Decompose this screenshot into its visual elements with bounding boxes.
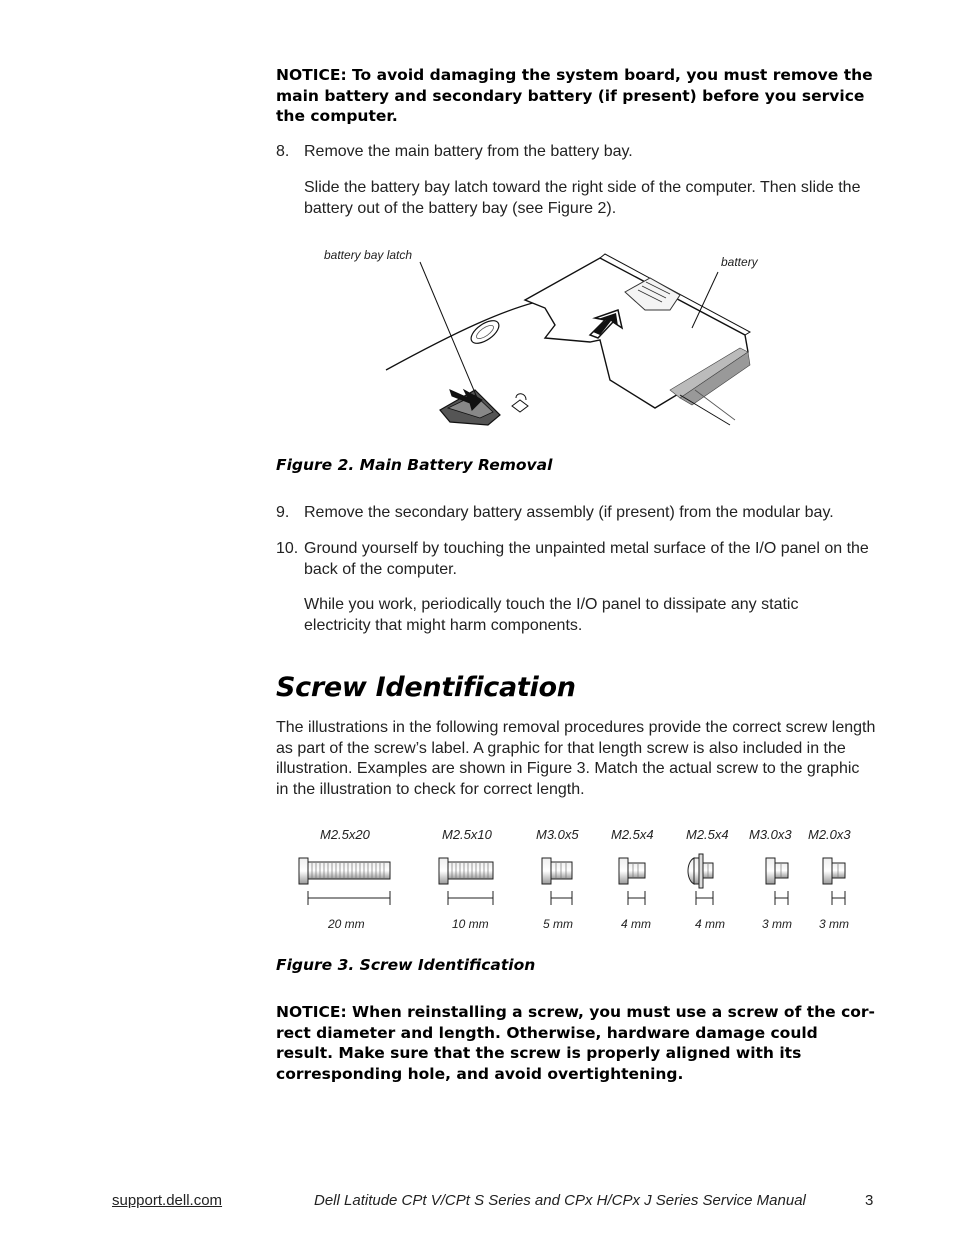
screw-m3-0x3 [766, 858, 788, 905]
screw-label: M3.0x3 [749, 827, 792, 842]
step-8 [276, 142, 886, 222]
step-number: 8. [276, 143, 290, 160]
callout-battery: battery [721, 255, 758, 269]
notice-top: NOTICE: To avoid damaging the system board, you must remove the main battery and secondary battery (if present) before you service the computer. [276, 66, 873, 125]
screw-length-label: 3 mm [762, 917, 792, 931]
screw-length-label: 5 mm [543, 917, 573, 931]
section-intro: The illustrations in the following removal procedures provide the correct screw length as part of the screw’s label. A graphic for that length screw is also included in the illustration. Examples are shown in Figure 3. Match the actual screw to the graphic in the illustration to check for correct length. [276, 719, 876, 798]
notice-bottom: NOTICE: When reinstalling a screw, you must use a screw of the cor-rect diameter and length. Otherwise, hardware damage could result. Make sure that the screw is properly aligned with its corresponding hole, and avoid overtightening. [276, 1003, 875, 1083]
screw-length-label: 4 mm [695, 917, 725, 931]
screw-length-label: 4 mm [621, 917, 651, 931]
page-number: 3 [865, 1192, 874, 1209]
screw-drawings [290, 850, 870, 920]
step-text: Remove the secondary battery assembly (if present) from the modular bay. [304, 504, 834, 521]
screw-length-label: 10 mm [452, 917, 489, 931]
screw-m2-5x10 [439, 858, 493, 905]
step-text: Ground yourself by touching the unpainted metal surface of the I/O panel on the back of the computer. [304, 540, 869, 578]
step-text: Remove the main battery from the battery bay. [304, 143, 633, 160]
figure-2-caption: Figure 2. Main Battery Removal [276, 456, 553, 474]
screw-length-label: 20 mm [328, 917, 365, 931]
figure-2-illustration [300, 240, 780, 440]
footer-title: Dell Latitude CPt V/CPt S Series and CPx H/CPx J Series Service Manual [314, 1192, 806, 1209]
figure-3-caption: Figure 3. Screw Identification [276, 956, 536, 974]
step-9 [276, 503, 886, 525]
step-10 [276, 539, 886, 639]
screw-label: M2.5x4 [686, 827, 729, 842]
screw-label: M2.5x4 [611, 827, 654, 842]
step-number: 9. [276, 504, 290, 521]
screw-m2-0x3 [823, 858, 845, 905]
step-subtext: While you work, periodically touch the I/O panel to dissipate any static electricity that might harm components. [304, 596, 799, 634]
screw-m2-5x20 [299, 858, 390, 905]
screw-m2-5x4 [619, 858, 645, 905]
step-number: 10. [276, 540, 299, 557]
step-subtext: Slide the battery bay latch toward the right side of the computer. Then slide the battery out of the battery bay (see Figure 2). [304, 179, 861, 217]
callout-battery-bay-latch: battery bay latch [324, 248, 413, 262]
screw-m3-0x5 [542, 858, 572, 905]
screw-length-label: 3 mm [819, 917, 849, 931]
screw-label: M2.5x10 [442, 827, 492, 842]
screw-label: M2.5x20 [320, 827, 370, 842]
section-heading: Screw Identification [276, 672, 576, 703]
screw-label: M3.0x5 [536, 827, 579, 842]
figure-3 [290, 825, 870, 940]
footer-link[interactable]: support.dell.com [112, 1192, 223, 1209]
screw-m2-5x4-washer [688, 854, 713, 905]
screw-label: M2.0x3 [808, 827, 851, 842]
